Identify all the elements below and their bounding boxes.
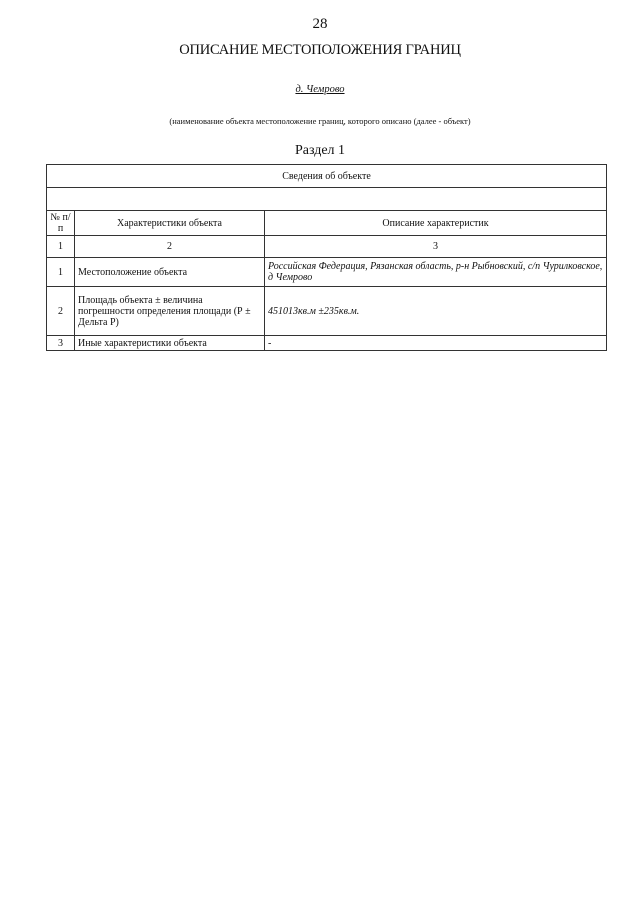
page-number: 28 xyxy=(312,16,328,32)
row-number: 1 xyxy=(47,258,75,287)
column-number: 1 xyxy=(47,236,75,258)
section-title: Раздел 1 xyxy=(294,143,346,158)
table-row xyxy=(47,336,607,351)
document-title: ОПИСАНИЕ МЕСТОПОЛОЖЕНИЯ ГРАНИЦ xyxy=(179,42,461,58)
row-characteristic: Площадь объекта ± величина погрешности определения площади (Р ± Дельта Р) xyxy=(75,287,265,336)
column-number: 2 xyxy=(75,236,265,258)
column-number: 3 xyxy=(265,236,607,258)
object-name: д. Чемрово xyxy=(295,84,345,95)
table-empty-row xyxy=(47,188,607,211)
column-header-description: Описание характеристик xyxy=(265,211,607,236)
column-header-num: № п/п xyxy=(47,211,75,236)
object-info-table xyxy=(46,164,607,351)
row-description: Российская Федерация, Рязанская область, р-н Рыбновский, с/п Чурилковское, д Чемрово xyxy=(265,258,607,287)
column-header-characteristic: Характеристики объекта xyxy=(75,211,265,236)
row-characteristic: Местоположение объекта xyxy=(75,258,265,287)
table-column-header-row xyxy=(47,211,607,236)
object-name-caption: (наименование объекта местоположение границ, которого описано (далее - объект) xyxy=(169,116,471,126)
table-column-number-row xyxy=(47,236,607,258)
table-row xyxy=(47,258,607,287)
row-description: 451013кв.м ±235кв.м. xyxy=(265,287,607,336)
row-description: - xyxy=(265,336,607,351)
table-row xyxy=(47,287,607,336)
object-name-line xyxy=(0,84,640,95)
table-empty-cell xyxy=(47,188,607,211)
row-number: 2 xyxy=(47,287,75,336)
table-heading: Сведения об объекте xyxy=(47,165,607,188)
table-heading-row xyxy=(47,165,607,188)
row-number: 3 xyxy=(47,336,75,351)
row-characteristic: Иные характеристики объекта xyxy=(75,336,265,351)
